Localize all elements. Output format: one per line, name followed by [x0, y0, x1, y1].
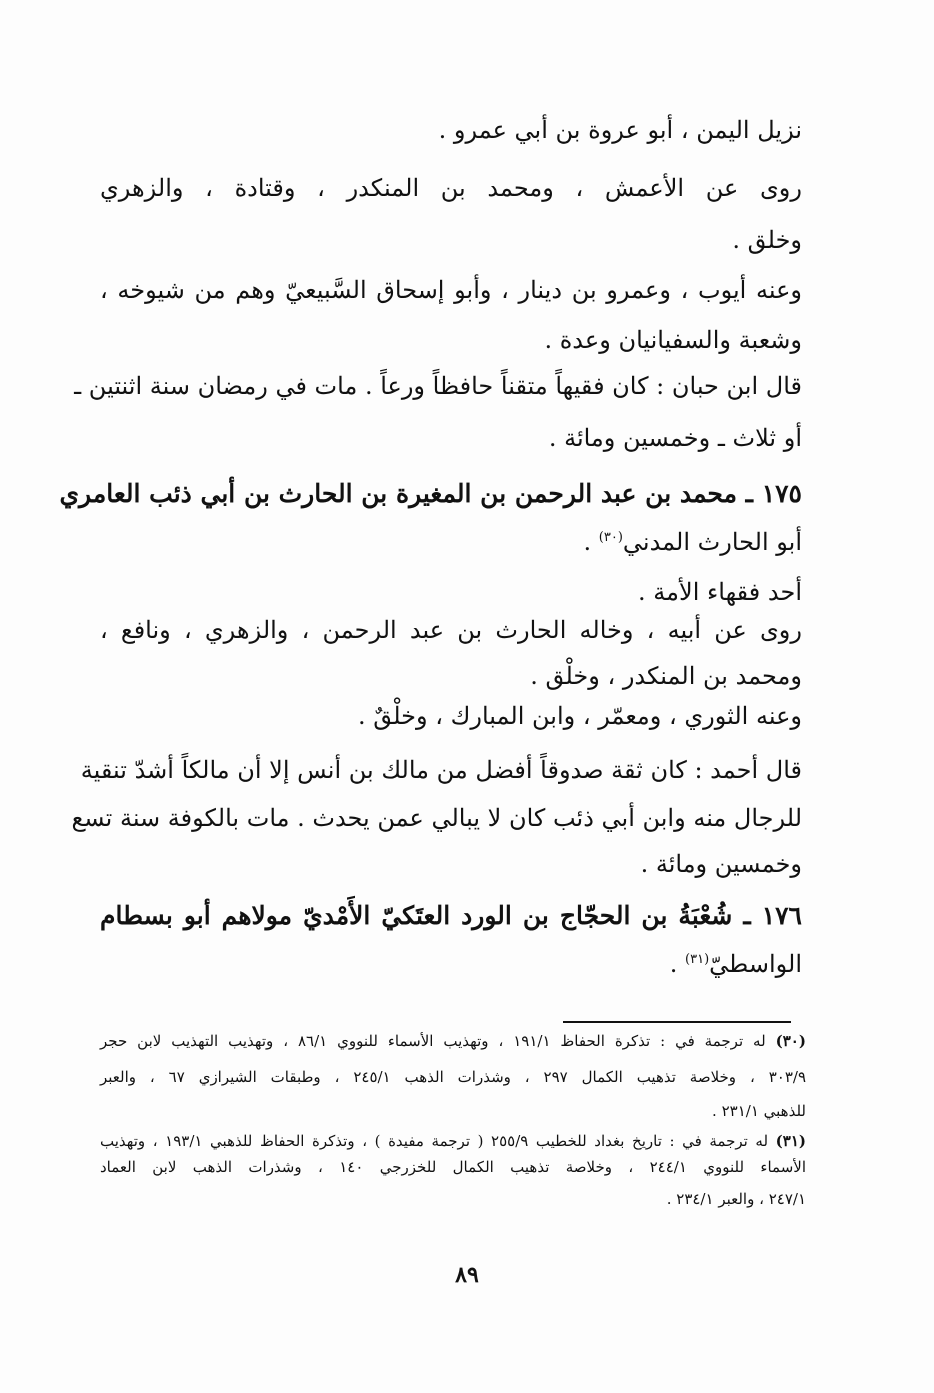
- text-segment: أبو الحارث المدني: [622, 528, 802, 556]
- text-line: وعنه أيوب ، وعمرو بن دينار ، وأبو إسحاق السَّبيعيّ وهم من شيوخه ،: [100, 276, 802, 304]
- footnote-separator: [563, 1021, 791, 1023]
- text-line: نزيل اليمن ، أبو عروة بن أبي عمرو .: [438, 116, 802, 144]
- text-line: للرجال منه وابن أبي ذئب كان لا يبالي عمن يحدث . مات بالكوفة سنة تسع: [71, 804, 802, 832]
- text-line: وخمسين ومائة .: [640, 850, 802, 878]
- text-segment: .: [583, 528, 599, 556]
- footnote-31-line: [100, 1130, 806, 1152]
- text-line: أو ثلاث ـ وخمسين ومائة .: [548, 424, 802, 452]
- text-line: قال أحمد : كان ثقة صدوقاً أفضل من مالك بن أنس إلا أن مالكاً أشدّ تنقية: [80, 756, 802, 784]
- footnote-31-line: ٢٤٧/١ ، والعبر ٢٣٤/١ .: [666, 1190, 806, 1208]
- text-line: روى عن الأعمش ، ومحمد بن المنكدر ، وقتادة ، والزهري: [100, 174, 802, 202]
- footnote-text: له ترجمة في : تذكرة الحفاظ ١٩١/١ ، وتهذيب الأسماء للنووي ٨٦/١ ، وتهذيب التهذيب لابن حجر: [100, 1032, 766, 1050]
- text-line: وخلق .: [732, 226, 802, 254]
- footnote-30-line: [100, 1030, 806, 1052]
- text-line-with-footnote-ref: [100, 948, 802, 980]
- footnote-30-line: ٣٠٣/٩ ، وخلاصة تذهيب الكمال ٢٩٧ ، وشذرات الذهب ٢٤٥/١ ، وطبقات الشيرازي ٦٧ ، والعبر: [100, 1068, 806, 1086]
- footnote-ref-31: (٣١): [685, 952, 710, 967]
- footnote-31-line: الأسماء للنووي ٢٤٤/١ ، وخلاصة تذهيب الكمال للخزرجي ١٤٠ ، وشذرات الذهب لابن العماد: [100, 1158, 806, 1176]
- text-line-with-footnote-ref: [100, 526, 802, 558]
- text-line: ومحمد بن المنكدر ، وخلْق .: [530, 662, 802, 690]
- text-line: روى عن أبيه ، وخاله الحارث بن عبد الرحمن ، والزهري ، ونافع ،: [100, 616, 802, 644]
- text-line: قال ابن حبان : كان فقيهاً متقناً حافظاً ورعاً . مات في رمضان سنة اثنتين ـ: [74, 372, 802, 400]
- footnote-number: (٣٠): [775, 1032, 806, 1050]
- footnote-number: (٣١): [775, 1132, 806, 1150]
- footnote-text: له ترجمة في : تاريخ بغداد للخطيب ٢٥٥/٩ ( ترجمة مفيدة ) ، وتذكرة الحفاظ للذهبي ١٩٣/١ ، وتهذيب: [100, 1132, 769, 1150]
- entry-heading-176: ١٧٦ ـ شُعْبَةُ بن الحجّاج بن الورد العتَكيّ الأَمْديّ مولاهم أبو بسطام: [100, 901, 802, 930]
- text-segment: الواسطيّ: [709, 950, 802, 978]
- footnote-30-line: للذهبي ٢٣١/١ .: [712, 1102, 806, 1120]
- page-number: ٨٩: [455, 1262, 479, 1288]
- text-line: وشعبة والسفيانيان وعدة .: [544, 326, 802, 354]
- footnote-ref-30: (٣٠): [598, 530, 623, 545]
- text-line: وعنه الثوري ، ومعمّر ، وابن المبارك ، وخلْقٌ .: [357, 702, 802, 730]
- text-line: أحد فقهاء الأمة .: [638, 578, 802, 606]
- text-segment: .: [669, 950, 686, 978]
- entry-heading-175: ١٧٥ ـ محمد بن عبد الرحمن بن المغيرة بن الحارث بن أبي ذئب العامري: [59, 479, 802, 508]
